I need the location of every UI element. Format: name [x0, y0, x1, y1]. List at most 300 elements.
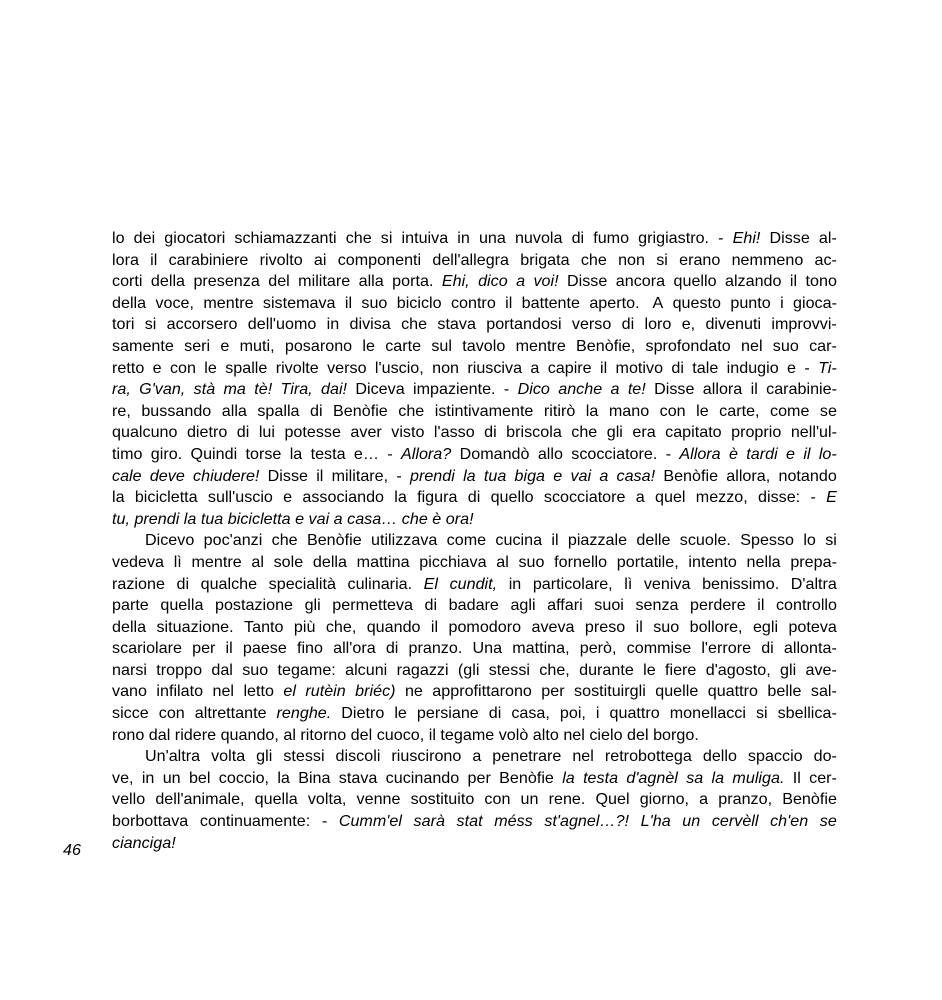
word: che — [401, 315, 428, 334]
word: gli — [606, 423, 623, 442]
word: poteva — [788, 617, 837, 636]
word: briéc) — [355, 682, 396, 701]
word: rono dal ridere quando, al ritorno del cuoco, il tegame volò alto nel cielo del borgo. — [112, 725, 699, 744]
word: con — [484, 790, 511, 809]
word: il — [750, 380, 758, 399]
word: che, — [325, 617, 357, 636]
word: te! — [627, 380, 646, 399]
word: Disse — [267, 466, 308, 485]
word: riuscirono — [391, 747, 462, 766]
word: dell'uomo — [247, 315, 317, 334]
word: Dietro — [341, 704, 385, 723]
word: casa! — [616, 466, 656, 485]
word: bussando — [141, 401, 212, 420]
word: di — [488, 704, 502, 723]
word: benissimo. — [702, 574, 780, 593]
word: tua — [483, 466, 507, 485]
word: qualche — [200, 574, 258, 593]
text-line — [112, 228, 837, 250]
word: e — [787, 358, 797, 377]
word: sostituirgli — [574, 682, 646, 701]
word: - — [503, 380, 510, 399]
word: poi, — [559, 704, 586, 723]
word: la — [463, 466, 476, 485]
word: vano — [112, 682, 147, 701]
word: alla — [221, 401, 247, 420]
word: la — [585, 401, 599, 420]
word: dal — [211, 660, 233, 679]
word: nella — [746, 552, 781, 571]
word: in — [326, 315, 340, 334]
word: intento — [688, 552, 737, 571]
word: allonta- — [783, 639, 837, 658]
word: mentre — [191, 552, 242, 571]
text-line — [112, 660, 837, 682]
word: di — [671, 358, 684, 377]
word: dell'animale, — [155, 790, 245, 809]
word: timo — [112, 444, 143, 463]
word: ma — [223, 380, 246, 399]
word: Tira, — [280, 380, 313, 399]
word: car- — [809, 336, 837, 355]
word: permetteva — [332, 596, 413, 615]
word: un — [682, 812, 701, 831]
word: Quel — [595, 790, 630, 809]
word: il — [344, 293, 353, 312]
word: Benòfie — [306, 531, 362, 550]
word: tu, prendi la tua bicicletta e vai a casa… che è ora! — [112, 509, 474, 528]
text-line — [112, 379, 837, 401]
word: tori — [112, 315, 135, 334]
word: ave- — [805, 660, 837, 679]
word: riusciva — [467, 358, 523, 377]
word: di — [385, 639, 399, 658]
word: controllo — [775, 596, 837, 615]
word: vello — [112, 790, 146, 809]
word: belle — [767, 682, 802, 701]
word: alcuni — [345, 660, 388, 679]
text-line — [112, 314, 837, 336]
word: nel — [212, 682, 235, 701]
word: cianciga! — [112, 833, 176, 852]
word: la — [289, 444, 303, 463]
word: - — [810, 488, 816, 507]
word: battente — [521, 293, 580, 312]
word: sul — [431, 336, 452, 355]
word: i — [780, 293, 784, 312]
word: componenti — [337, 250, 422, 269]
word: persiane — [416, 704, 479, 723]
word: quattro — [609, 704, 660, 723]
word: la — [562, 768, 575, 787]
word: a — [599, 466, 609, 485]
word: renghe. — [276, 704, 332, 723]
word: il — [600, 358, 608, 377]
word: suo — [772, 336, 799, 355]
word: situazione. — [156, 617, 234, 636]
word: E — [826, 488, 837, 507]
word: a — [610, 380, 620, 399]
word: della — [312, 552, 347, 571]
word: che — [398, 401, 425, 420]
word: schiamazzanti — [234, 229, 337, 247]
word: bel — [188, 768, 211, 787]
word: Diceva — [355, 380, 405, 399]
word: giro. — [150, 444, 183, 463]
text-line — [112, 293, 837, 315]
word: scocciatore — [543, 488, 626, 507]
word: tè! — [254, 380, 273, 399]
word: ac- — [814, 250, 837, 269]
word: Ehi! — [732, 229, 761, 247]
word: verso — [571, 315, 612, 334]
word: briscola — [506, 423, 562, 442]
word: qualcuno — [112, 423, 178, 442]
word: nel — [572, 747, 594, 766]
word: per — [541, 682, 565, 701]
word: del — [268, 272, 290, 291]
word: rene. — [548, 790, 586, 809]
text-line — [112, 401, 837, 423]
word: dietro — [186, 423, 228, 442]
word: grigiastro. — [638, 229, 710, 247]
word: associando — [302, 488, 385, 507]
word: testa — [583, 768, 619, 787]
word: cucina — [495, 531, 543, 550]
word: retrobottega — [604, 747, 692, 766]
word: a — [530, 358, 540, 377]
word: un — [520, 790, 539, 809]
word: voi! — [533, 272, 559, 291]
word: dei — [133, 229, 156, 247]
word: brigata — [520, 250, 570, 269]
text-line — [112, 811, 837, 833]
text-line — [112, 595, 837, 617]
word: suo — [242, 660, 269, 679]
word: spaccio — [747, 747, 803, 766]
word: - — [396, 466, 402, 485]
word: cucinando — [385, 768, 460, 787]
word: perdere — [690, 596, 746, 615]
word: potesse — [284, 423, 341, 442]
word: Spesso — [740, 531, 795, 550]
word: capitato — [665, 423, 722, 442]
word: si — [144, 315, 157, 334]
word: lo — [112, 229, 125, 247]
word: veniva — [643, 574, 691, 593]
paragraph — [112, 530, 837, 746]
word: gioca- — [793, 293, 837, 312]
word: mattina, — [512, 639, 570, 658]
word: commise — [626, 639, 692, 658]
word: senza — [635, 596, 679, 615]
word: carabiniere — [168, 250, 249, 269]
word: la — [277, 768, 290, 787]
text-line — [112, 422, 837, 444]
word: allora, — [726, 466, 771, 485]
word: venne — [356, 790, 401, 809]
word: mentre — [203, 293, 254, 312]
word: delle — [636, 531, 671, 550]
word: erano — [679, 250, 721, 269]
word: al — [496, 552, 509, 571]
word: continuamente: — [199, 812, 311, 831]
word: corti — [112, 272, 143, 291]
paragraph — [112, 746, 837, 854]
word: le — [643, 660, 656, 679]
word: nel — [741, 336, 763, 355]
word: divenuti — [705, 315, 762, 334]
word: torse — [245, 444, 282, 463]
word: utilizzava — [370, 531, 438, 550]
word: Cumm'el — [338, 812, 402, 831]
word: in — [508, 574, 522, 593]
word: le — [204, 358, 217, 377]
word: dell'allegra — [432, 250, 510, 269]
word: punto — [730, 293, 771, 312]
word: il — [430, 617, 439, 636]
word: istintivamente — [434, 401, 534, 420]
word: più — [293, 617, 316, 636]
word: vai — [570, 466, 592, 485]
word: Benòfie — [663, 466, 719, 485]
word: proprio — [731, 423, 782, 442]
word: come — [446, 531, 487, 550]
word: picchiava — [419, 552, 487, 571]
word: culinaria. — [347, 574, 413, 593]
word: il — [316, 466, 324, 485]
word: Dicevo — [145, 531, 195, 550]
word: cervèll — [711, 812, 759, 831]
word: sull'uscio — [207, 488, 273, 507]
word: lo — [803, 531, 816, 550]
word: il — [225, 639, 233, 658]
word: a — [699, 790, 709, 809]
word: durante — [579, 660, 634, 679]
word: pranzo. — [408, 639, 463, 658]
word: postazione — [214, 596, 294, 615]
text-line — [112, 336, 837, 358]
word: le — [394, 704, 407, 723]
text-line — [112, 574, 837, 596]
word: scocciatore. — [571, 444, 658, 463]
word: dico — [478, 272, 508, 291]
word: porta. — [392, 272, 434, 291]
word: alzando — [724, 272, 782, 291]
word: che — [271, 531, 298, 550]
word: e — [553, 466, 563, 485]
word: - — [321, 812, 328, 831]
word: razione — [112, 574, 165, 593]
word: stà — [193, 380, 216, 399]
word: che — [571, 423, 598, 442]
word: spalle — [225, 358, 268, 377]
word: che — [580, 250, 607, 269]
word: loro — [644, 315, 672, 334]
text-line — [112, 466, 837, 488]
word: nemmeno — [731, 250, 804, 269]
word: di — [761, 639, 774, 658]
word: seri — [184, 336, 211, 355]
word: fino — [296, 639, 323, 658]
word: quelle — [655, 682, 699, 701]
word: sprofondato — [645, 336, 731, 355]
word: quando — [366, 617, 421, 636]
word: il — [803, 444, 811, 463]
word: spalla — [257, 401, 300, 420]
word: alla — [358, 272, 384, 291]
word: st'agnel…?! — [544, 812, 630, 831]
word: di — [176, 574, 190, 593]
text-line — [112, 789, 837, 811]
word: della — [112, 293, 147, 312]
word: rivolte — [275, 358, 319, 377]
word: (gli — [457, 660, 480, 679]
word: biga — [514, 466, 546, 485]
word: non — [618, 250, 645, 269]
word: lo- — [818, 444, 837, 463]
word: l'errore — [701, 639, 752, 658]
word: di — [424, 596, 438, 615]
word: quella — [160, 596, 204, 615]
word: anche — [558, 380, 603, 399]
word: portatile, — [616, 552, 679, 571]
word: piazzale — [567, 531, 628, 550]
word: Bina — [298, 768, 331, 787]
word: era — [632, 423, 656, 442]
word: infilato — [156, 682, 204, 701]
word: parte — [112, 596, 149, 615]
word: Allora? — [401, 444, 452, 463]
word: deve — [149, 466, 185, 485]
word: di — [310, 401, 323, 420]
word: vedeva — [112, 552, 165, 571]
word: coccio, — [218, 768, 270, 787]
word: nell'ul- — [790, 423, 837, 442]
word: Disse — [769, 229, 810, 247]
word: gli — [304, 596, 321, 615]
word: intuiva — [401, 229, 449, 247]
word: altrettante — [194, 704, 267, 723]
word: chiudere! — [193, 466, 260, 485]
word: carte, — [719, 401, 760, 420]
word: si — [380, 229, 393, 247]
text-line — [112, 725, 837, 747]
word: sole — [273, 552, 304, 571]
text-line — [112, 509, 837, 531]
word: tale — [692, 358, 719, 377]
word: che, — [539, 660, 570, 679]
word: borbottava — [112, 812, 189, 831]
word: monellacci — [669, 704, 746, 723]
word: Benòfie — [782, 790, 837, 809]
word: méss — [494, 812, 533, 831]
word: approfittarono — [432, 682, 532, 701]
word: Ti- — [818, 358, 837, 377]
word: Allora — [679, 444, 721, 463]
word: quattro — [707, 682, 758, 701]
word: visto — [391, 423, 425, 442]
word: L'ha — [640, 812, 671, 831]
word: poc'anzi — [203, 531, 263, 550]
word: improvvi- — [771, 315, 837, 334]
word: della — [150, 272, 186, 291]
word: sal- — [810, 682, 837, 701]
word: quello — [490, 488, 534, 507]
word: scuole. — [679, 531, 731, 550]
word: carte — [385, 336, 422, 355]
word: tono — [805, 272, 837, 291]
word: una — [478, 229, 506, 247]
word: militare — [298, 272, 351, 291]
word: prendi — [409, 466, 455, 485]
word: e — [152, 358, 162, 377]
word: come — [770, 401, 810, 420]
word: affari — [547, 596, 583, 615]
word: - — [665, 444, 672, 463]
word: badare — [448, 596, 499, 615]
word: al — [251, 552, 264, 571]
word: le — [362, 336, 375, 355]
word: Il — [792, 768, 801, 787]
word: tegame: — [277, 660, 336, 679]
word: di — [621, 315, 635, 334]
word: rivolto — [259, 250, 303, 269]
word: - — [718, 229, 724, 247]
word: G'van, — [139, 380, 186, 399]
word: A — [648, 293, 664, 312]
word: cundit, — [449, 574, 498, 593]
word: figura — [417, 488, 458, 507]
word: Benòfie — [333, 401, 388, 420]
text-line — [112, 530, 837, 552]
word: indugio — [726, 358, 779, 377]
text-line — [112, 638, 837, 660]
word: al- — [818, 229, 837, 247]
word: particolare, — [532, 574, 613, 593]
word: muliga. — [732, 768, 785, 787]
word: Benòfie, — [576, 336, 636, 355]
word: si — [656, 250, 668, 269]
word: a — [635, 488, 645, 507]
text-line — [112, 358, 837, 380]
word: di — [484, 423, 497, 442]
word: D'altra — [790, 574, 837, 593]
word: di — [236, 423, 250, 442]
word: che — [345, 229, 372, 247]
word: d'agnèl — [626, 768, 678, 787]
word: e — [283, 488, 293, 507]
word: - — [804, 358, 810, 377]
word: impaziente. — [413, 380, 496, 399]
word: con — [158, 704, 185, 723]
word: ch'en — [770, 812, 809, 831]
text-line — [112, 617, 837, 639]
word: stessi — [283, 747, 325, 766]
word: bollore, — [689, 617, 743, 636]
word: la — [394, 488, 407, 507]
word: bicicletta — [134, 488, 198, 507]
word: Tanto — [244, 617, 284, 636]
word: dai! — [321, 380, 348, 399]
word: do- — [813, 747, 837, 766]
text-line — [112, 271, 837, 293]
text-line — [112, 703, 837, 725]
word: stava — [437, 315, 476, 334]
word: suo — [518, 552, 545, 571]
text-line — [112, 487, 837, 509]
text-line — [112, 444, 837, 466]
